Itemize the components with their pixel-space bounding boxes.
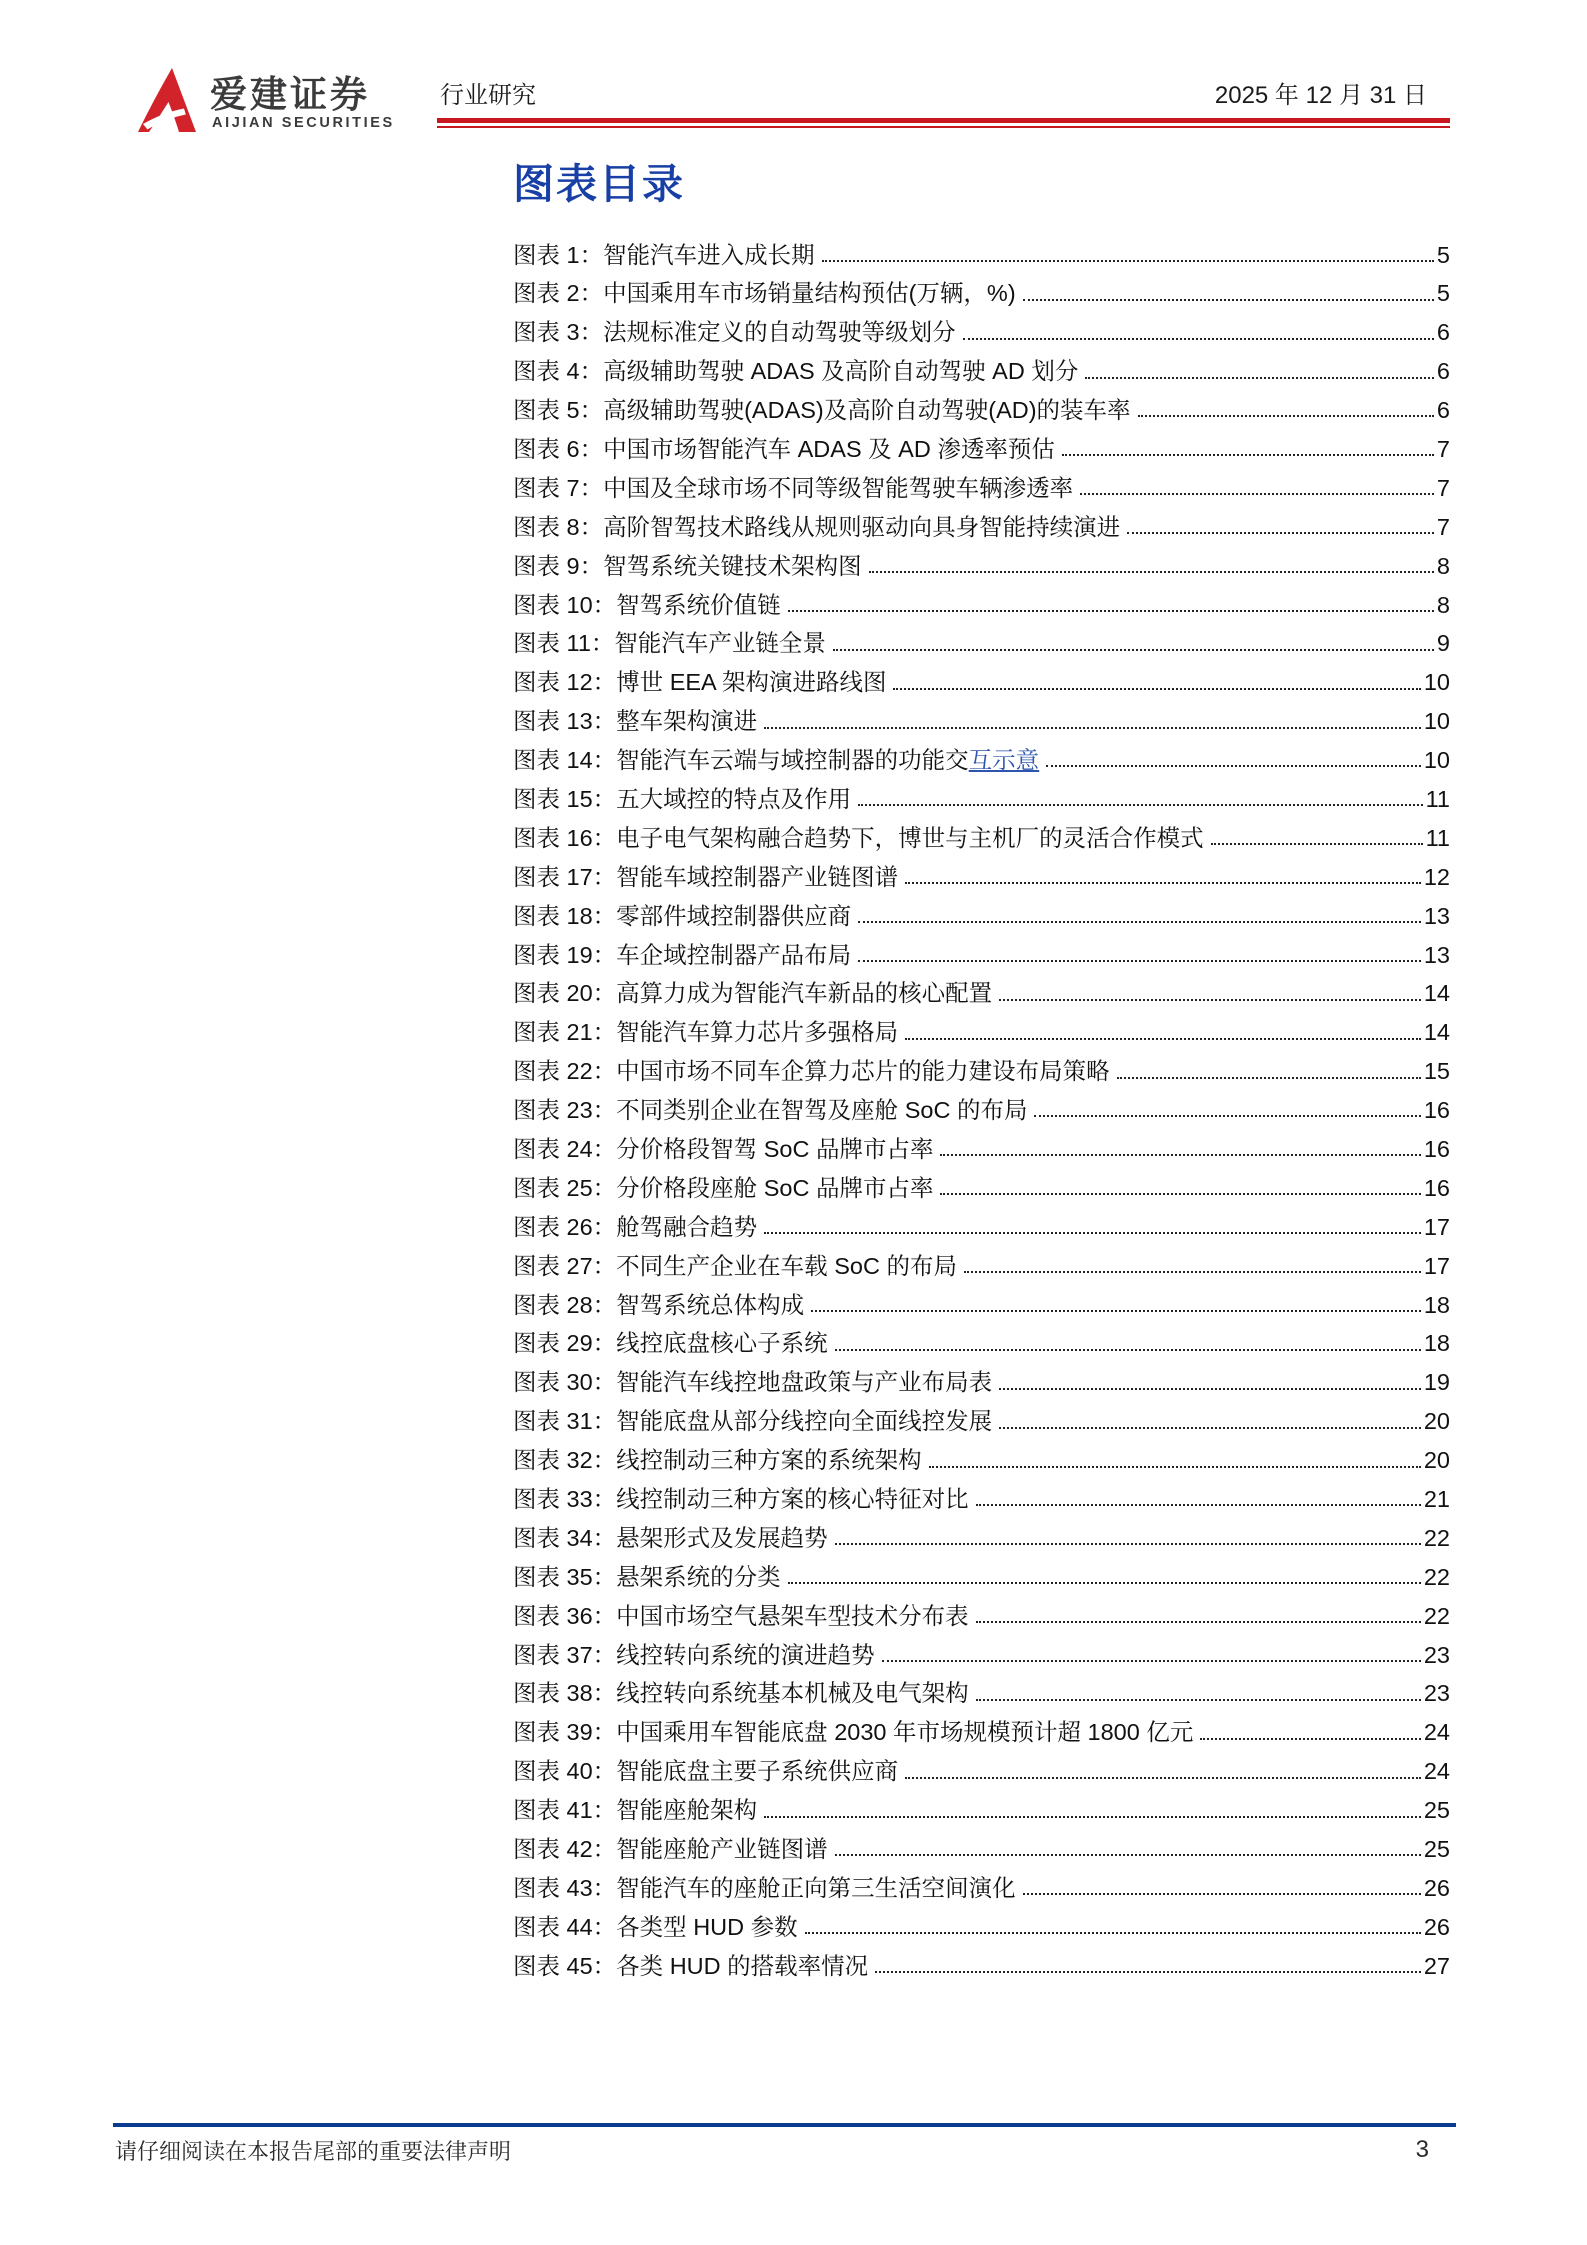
dot-leader [875,1971,1421,1973]
toc-entry-title: 图表 15：五大域控的特点及作用 [513,785,852,812]
logo-company-name-en: AIJIAN SECURITIES [212,115,395,131]
toc-entry-page: 25 [1423,1836,1450,1863]
dot-leader [999,1427,1421,1429]
toc-entry[interactable] [513,1009,1450,1048]
toc-entry[interactable] [513,1125,1450,1164]
toc-entry-page: 14 [1423,980,1450,1007]
toc-entry[interactable] [513,270,1450,309]
toc-entry-page: 8 [1436,552,1450,579]
toc-entry[interactable] [513,1787,1450,1826]
toc-entry-title: 图表 35：悬架系统的分类 [513,1563,781,1590]
dot-leader [822,260,1434,262]
toc-entry[interactable] [513,1281,1450,1320]
toc-entry[interactable] [513,1476,1450,1515]
toc-entry-page: 8 [1436,591,1450,618]
toc-entry-page: 11 [1425,785,1450,812]
dot-leader [764,1232,1421,1234]
dot-leader [1117,1077,1421,1079]
dot-leader [835,1854,1421,1856]
toc-entry-title: 图表 39：中国乘用车智能底盘 2030 年市场规模预计超 1800 亿元 [513,1719,1194,1746]
toc-entry[interactable] [513,581,1450,620]
toc-entry-title: 图表 44：各类型 HUD 参数 [513,1913,798,1940]
toc-entry-title: 图表 37：线控转向系统的演进趋势 [513,1641,875,1668]
toc-entry-page: 17 [1423,1252,1450,1279]
toc-entry[interactable] [513,659,1450,698]
report-date: 2025 年 12 月 31 日 [1214,82,1427,109]
toc-entry-title: 图表 40：智能底盘主要子系统供应商 [513,1758,899,1785]
toc-entry-page: 10 [1423,708,1450,735]
dot-leader [905,1777,1421,1779]
toc-entry[interactable] [513,1514,1450,1553]
toc-entry-page: 20 [1423,1447,1450,1474]
dot-leader [905,1038,1421,1040]
toc-entry[interactable] [513,775,1450,814]
toc-entry-page: 22 [1423,1602,1450,1629]
footer-legal-notice: 请仔细阅读在本报告尾部的重要法律声明 [115,2139,512,2164]
toc-entry-page: 7 [1436,435,1450,462]
toc-list [513,231,1450,1981]
toc-entry-title: 图表 6：中国市场智能汽车 ADAS 及 AD 渗透率预估 [513,435,1055,462]
toc-entry[interactable] [513,1242,1450,1281]
toc-entry-title: 图表 28：智驾系统总体构成 [513,1291,805,1318]
dot-leader [940,1154,1420,1156]
toc-entry-title: 图表 41：智能座舱架构 [513,1797,758,1824]
toc-entry-title: 图表 32：线控制动三种方案的系统架构 [513,1447,922,1474]
dot-leader [811,1310,1421,1312]
toc-entry[interactable] [513,387,1450,426]
toc-entry-title: 图表 25：分价格段座舱 SoC 品牌市占率 [513,1174,934,1201]
dot-leader [788,610,1434,612]
aijian-logo-icon [138,68,196,132]
toc-entry[interactable] [513,853,1450,892]
dot-leader [833,649,1434,651]
dot-leader [893,688,1420,690]
toc-entry-page: 14 [1423,1019,1450,1046]
footer-divider [113,2123,1456,2127]
toc-entry-title: 图表 45：各类 HUD 的搭载率情况 [513,1952,869,1979]
toc-entry-page: 24 [1423,1758,1450,1785]
toc-entry[interactable] [513,309,1450,348]
toc-entry-title: 图表 24：分价格段智驾 SoC 品牌市占率 [513,1136,934,1162]
report-category-label: 行业研究 [440,82,536,109]
dot-leader [999,999,1421,1001]
toc-entry-page: 23 [1423,1680,1450,1707]
toc-entry-title: 图表 10：智驾系统价值链 [513,591,781,618]
toc-entry-page: 25 [1423,1797,1450,1824]
toc-entry-title: 图表 8：高阶智驾技术路线从规则驱动向具身智能持续演进 [513,513,1121,540]
toc-entry-title: 图表 14：智能汽车云端与域控制器的功能交互示意 [513,747,1040,774]
header-divider [437,118,1450,128]
dot-leader [999,1388,1421,1390]
toc-entry[interactable] [513,1087,1450,1126]
toc-entry-title: 图表 2：中国乘用车市场销量结构预估(万辆，%) [513,280,1016,307]
dot-leader [976,1699,1421,1701]
toc-entry-title: 图表 20：高算力成为智能汽车新品的核心配置 [513,980,993,1007]
dot-leader [1080,493,1434,495]
toc-entry-title: 图表 11：智能汽车产业链全景 [513,630,826,657]
toc-entry[interactable] [513,1553,1450,1592]
toc-entry-page: 26 [1423,1913,1450,1940]
toc-entry[interactable] [513,1592,1450,1631]
toc-entry-page: 23 [1423,1641,1450,1668]
toc-entry-title: 图表 18：零部件域控制器供应商 [513,902,852,929]
dot-leader [858,804,1422,806]
toc-entry-page: 27 [1423,1952,1450,1979]
toc-entry-title: 图表 26：舱驾融合趋势 [513,1213,758,1240]
toc-entry[interactable] [513,1164,1450,1203]
dot-leader [905,882,1421,884]
toc-entry-title: 图表 13：整车架构演进 [513,708,758,735]
toc-entry[interactable] [513,970,1450,1009]
toc-entry-title: 图表 21：智能汽车算力芯片多强格局 [513,1019,899,1046]
toc-entry-title: 图表 17：智能车域控制器产业链图谱 [513,863,899,890]
page-number: 3 [1415,2136,1429,2163]
toc-entry-page: 16 [1423,1097,1450,1124]
dot-leader [835,1543,1421,1545]
dot-leader [764,727,1421,729]
toc-entry-page: 18 [1423,1291,1450,1318]
toc-entry-page: 6 [1436,397,1450,424]
dot-leader [882,1660,1421,1662]
dot-leader [1211,843,1423,845]
dot-leader [976,1621,1421,1623]
toc-entry[interactable] [513,737,1450,776]
dot-leader [835,1349,1421,1351]
toc-entry-page: 13 [1423,902,1450,929]
toc-entry-page: 26 [1423,1874,1450,1901]
toc-entry-title: 图表 16：电子电气架构融合趋势下，博世与主机厂的灵活合作模式 [513,824,1204,851]
toc-entry-title: 图表 30：智能汽车线控地盘政策与产业布局表 [513,1369,993,1396]
dot-leader [788,1582,1421,1584]
dot-leader [1023,299,1434,301]
toc-entry[interactable] [513,425,1450,464]
toc-entry-title: 图表 43：智能汽车的座舱正向第三生活空间演化 [513,1874,1016,1901]
dot-leader [929,1466,1421,1468]
dot-leader [964,1271,1421,1273]
toc-entry[interactable] [513,542,1450,581]
toc-entry-page: 6 [1436,319,1450,346]
toc-entry[interactable] [513,464,1450,503]
dot-leader [858,921,1421,923]
toc-title: 图表目录 [513,161,685,207]
dot-leader [1200,1738,1421,1740]
toc-entry-title: 图表 4：高级辅助驾驶 ADAS 及高阶自动驾驶 AD 划分 [513,358,1079,385]
toc-entry[interactable] [513,1942,1450,1981]
toc-entry-page: 7 [1436,474,1450,501]
toc-entry-title: 图表 19：车企域控制器产品布局 [513,941,852,968]
toc-entry[interactable] [513,503,1450,542]
dot-leader [1034,1115,1420,1117]
dot-leader [805,1932,1421,1934]
toc-entry[interactable] [513,1826,1450,1865]
dot-leader [1085,377,1434,379]
toc-entry-title: 图表 42：智能座舱产业链图谱 [513,1836,828,1863]
toc-entry-title: 图表 23：不同类别企业在智驾及座舱 SoC 的布局 [513,1097,1028,1124]
toc-entry-page: 20 [1423,1408,1450,1435]
toc-entry-title: 图表 29：线控底盘核心子系统 [513,1330,828,1357]
dot-leader [764,1816,1421,1818]
dot-leader [1062,454,1434,456]
dot-leader [1127,532,1434,534]
toc-entry-title: 图表 3：法规标准定义的自动驾驶等级划分 [513,319,956,346]
toc-entry[interactable] [513,1903,1450,1942]
toc-entry-link[interactable]: 互示意 [968,747,1040,774]
toc-entry-page: 15 [1423,1058,1450,1085]
toc-entry-title: 图表 9：智驾系统关键技术架构图 [513,552,862,579]
toc-entry-title: 图表 34：悬架形式及发展趋势 [513,1524,828,1551]
toc-entry[interactable] [513,1748,1450,1787]
toc-entry-page: 6 [1436,358,1450,385]
toc-entry-title: 图表 33：线控制动三种方案的核心特征对比 [513,1486,969,1513]
toc-entry[interactable] [513,1203,1450,1242]
toc-entry-page: 16 [1423,1136,1450,1162]
toc-entry-page: 11 [1425,824,1450,851]
toc-entry-title: 图表 36：中国市场空气悬架车型技术分布表 [513,1602,969,1629]
toc-entry-page: 7 [1436,513,1450,540]
dot-leader [869,571,1434,573]
dot-leader [1138,415,1434,417]
dot-leader [858,960,1421,962]
toc-entry[interactable] [513,1631,1450,1670]
toc-entry-title: 图表 31：智能底盘从部分线控向全面线控发展 [513,1408,993,1435]
dot-leader [976,1504,1421,1506]
dot-leader [963,338,1434,340]
toc-entry[interactable] [513,620,1450,659]
toc-entry[interactable] [513,892,1450,931]
toc-entry[interactable] [513,1437,1450,1476]
toc-entry-page: 9 [1436,630,1450,657]
logo-company-name: 爱建证券 [210,74,370,115]
toc-entry[interactable] [513,1320,1450,1359]
dot-leader [1046,765,1421,767]
toc-entry[interactable] [513,1864,1450,1903]
toc-entry[interactable] [513,1048,1450,1087]
toc-entry-page: 13 [1423,941,1450,968]
toc-entry-page: 12 [1423,863,1450,890]
toc-entry-page: 19 [1423,1369,1450,1396]
toc-entry-page: 18 [1423,1330,1450,1357]
toc-entry-page: 10 [1423,747,1450,774]
toc-entry[interactable] [513,1670,1450,1709]
toc-entry-page: 17 [1423,1213,1450,1240]
toc-entry-page: 5 [1436,241,1450,268]
toc-entry-title: 图表 7：中国及全球市场不同等级智能驾驶车辆渗透率 [513,474,1074,501]
toc-entry[interactable] [513,231,1450,270]
toc-entry-title: 图表 5：高级辅助驾驶(ADAS)及高阶自动驾驶(AD)的装车率 [513,397,1131,424]
toc-entry-title: 图表 1：智能汽车进入成长期 [513,241,815,268]
toc-entry-page: 22 [1423,1563,1450,1590]
dot-leader [940,1193,1420,1195]
toc-entry-title: 图表 27：不同生产企业在车载 SoC 的布局 [513,1252,957,1279]
toc-entry-page: 22 [1423,1524,1450,1551]
toc-entry[interactable] [513,1359,1450,1398]
toc-entry-title: 图表 22：中国市场不同车企算力芯片的能力建设布局策略 [513,1058,1110,1085]
toc-entry[interactable] [513,814,1450,853]
toc-entry[interactable] [513,1398,1450,1437]
toc-entry[interactable] [513,1709,1450,1748]
toc-entry-page: 24 [1423,1719,1450,1746]
toc-entry-title: 图表 38：线控转向系统基本机械及电气架构 [513,1680,969,1707]
toc-entry[interactable] [513,931,1450,970]
toc-entry-page: 10 [1423,669,1450,696]
toc-entry[interactable] [513,348,1450,387]
toc-entry-page: 16 [1423,1174,1450,1201]
toc-entry-page: 21 [1423,1486,1450,1513]
toc-entry-page: 5 [1436,280,1450,307]
toc-entry-title: 图表 12：博世 EEA 架构演进路线图 [513,669,887,696]
dot-leader [1023,1893,1421,1895]
toc-entry[interactable] [513,698,1450,737]
